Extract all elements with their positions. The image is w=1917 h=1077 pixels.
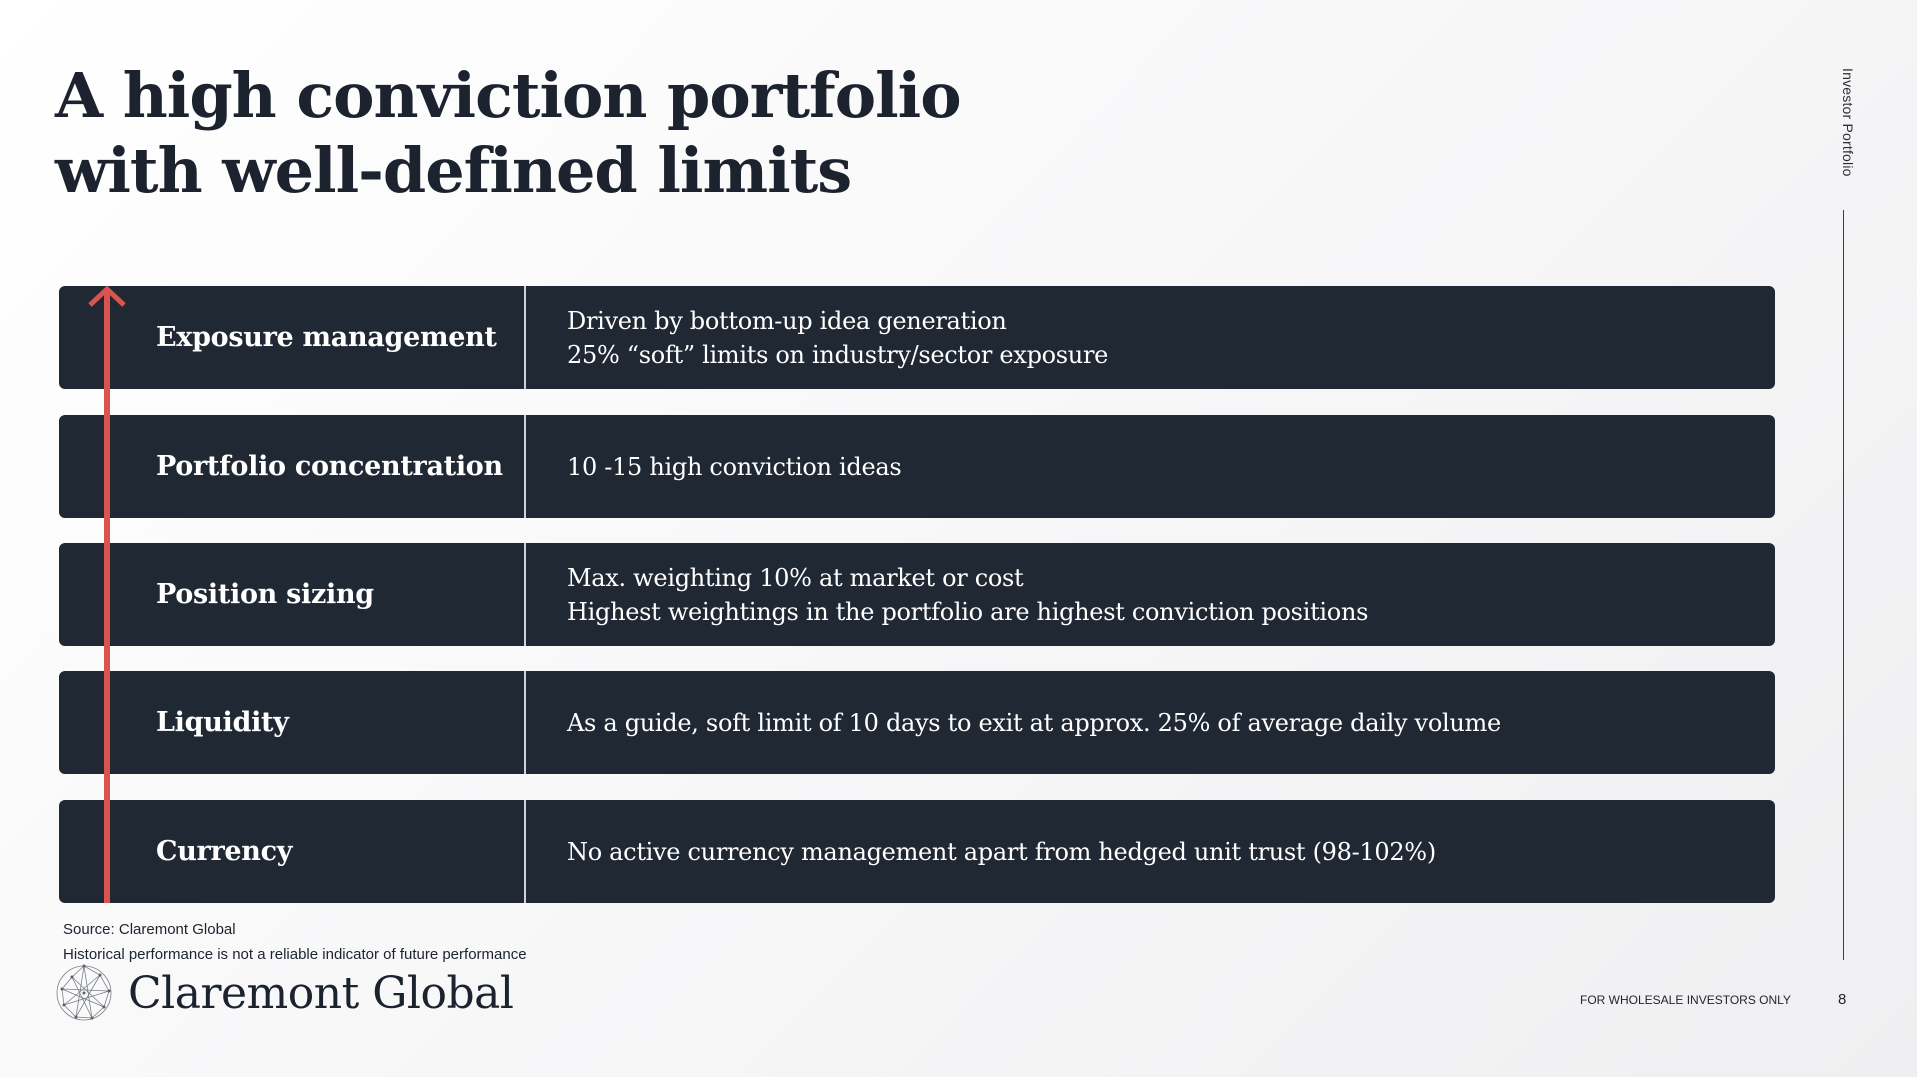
page-title-line-2: with well-defined limits — [55, 134, 852, 207]
limit-row-exposure — [59, 286, 1775, 389]
source-line: Source: Claremont Global — [63, 921, 236, 938]
limit-row-position-sizing — [59, 543, 1775, 646]
globe-network-icon — [54, 963, 114, 1023]
logo-text: Claremont Global — [128, 967, 514, 1019]
side-section-label: Investor Portfolio — [1840, 68, 1856, 177]
limit-row-description — [526, 415, 1775, 518]
description-line: Driven by bottom-up idea generation — [567, 306, 1007, 335]
side-divider-line — [1843, 210, 1844, 960]
limit-row-description — [526, 671, 1775, 774]
limit-row-description — [526, 286, 1775, 389]
limit-row-label: Portfolio concentration — [59, 415, 526, 518]
description-line: No active currency management apart from hedged unit trust (98-102%) — [567, 837, 1436, 866]
description-line: 10 -15 high conviction ideas — [567, 452, 902, 481]
description-line: 25% “soft” limits on industry/sector exposure — [567, 340, 1109, 369]
source-note — [63, 917, 527, 967]
limit-row-concentration — [59, 415, 1775, 518]
description-line: As a guide, soft limit of 10 days to exit at approx. 25% of average daily volume — [567, 708, 1501, 737]
limit-row-currency — [59, 800, 1775, 903]
limit-row-description — [526, 800, 1775, 903]
description-line: Highest weightings in the portfolio are highest conviction positions — [567, 597, 1369, 626]
company-logo — [54, 963, 513, 1023]
disclaimer-line: Historical performance is not a reliable indicator of future performance — [63, 946, 527, 963]
page-title-line-1: A high conviction portfolio — [55, 59, 961, 132]
limit-row-label: Exposure management — [59, 286, 526, 389]
limit-row-liquidity — [59, 671, 1775, 774]
footer-disclaimer: FOR WHOLESALE INVESTORS ONLY — [1580, 993, 1791, 1007]
limit-row-label: Liquidity — [59, 671, 526, 774]
description-line: Max. weighting 10% at market or cost — [567, 563, 1024, 592]
limit-row-label: Position sizing — [59, 543, 526, 646]
limit-row-description — [526, 543, 1775, 646]
up-arrow-icon — [77, 285, 137, 905]
page-number: 8 — [1838, 991, 1847, 1008]
limit-row-label: Currency — [59, 800, 526, 903]
page-title — [55, 58, 1055, 208]
